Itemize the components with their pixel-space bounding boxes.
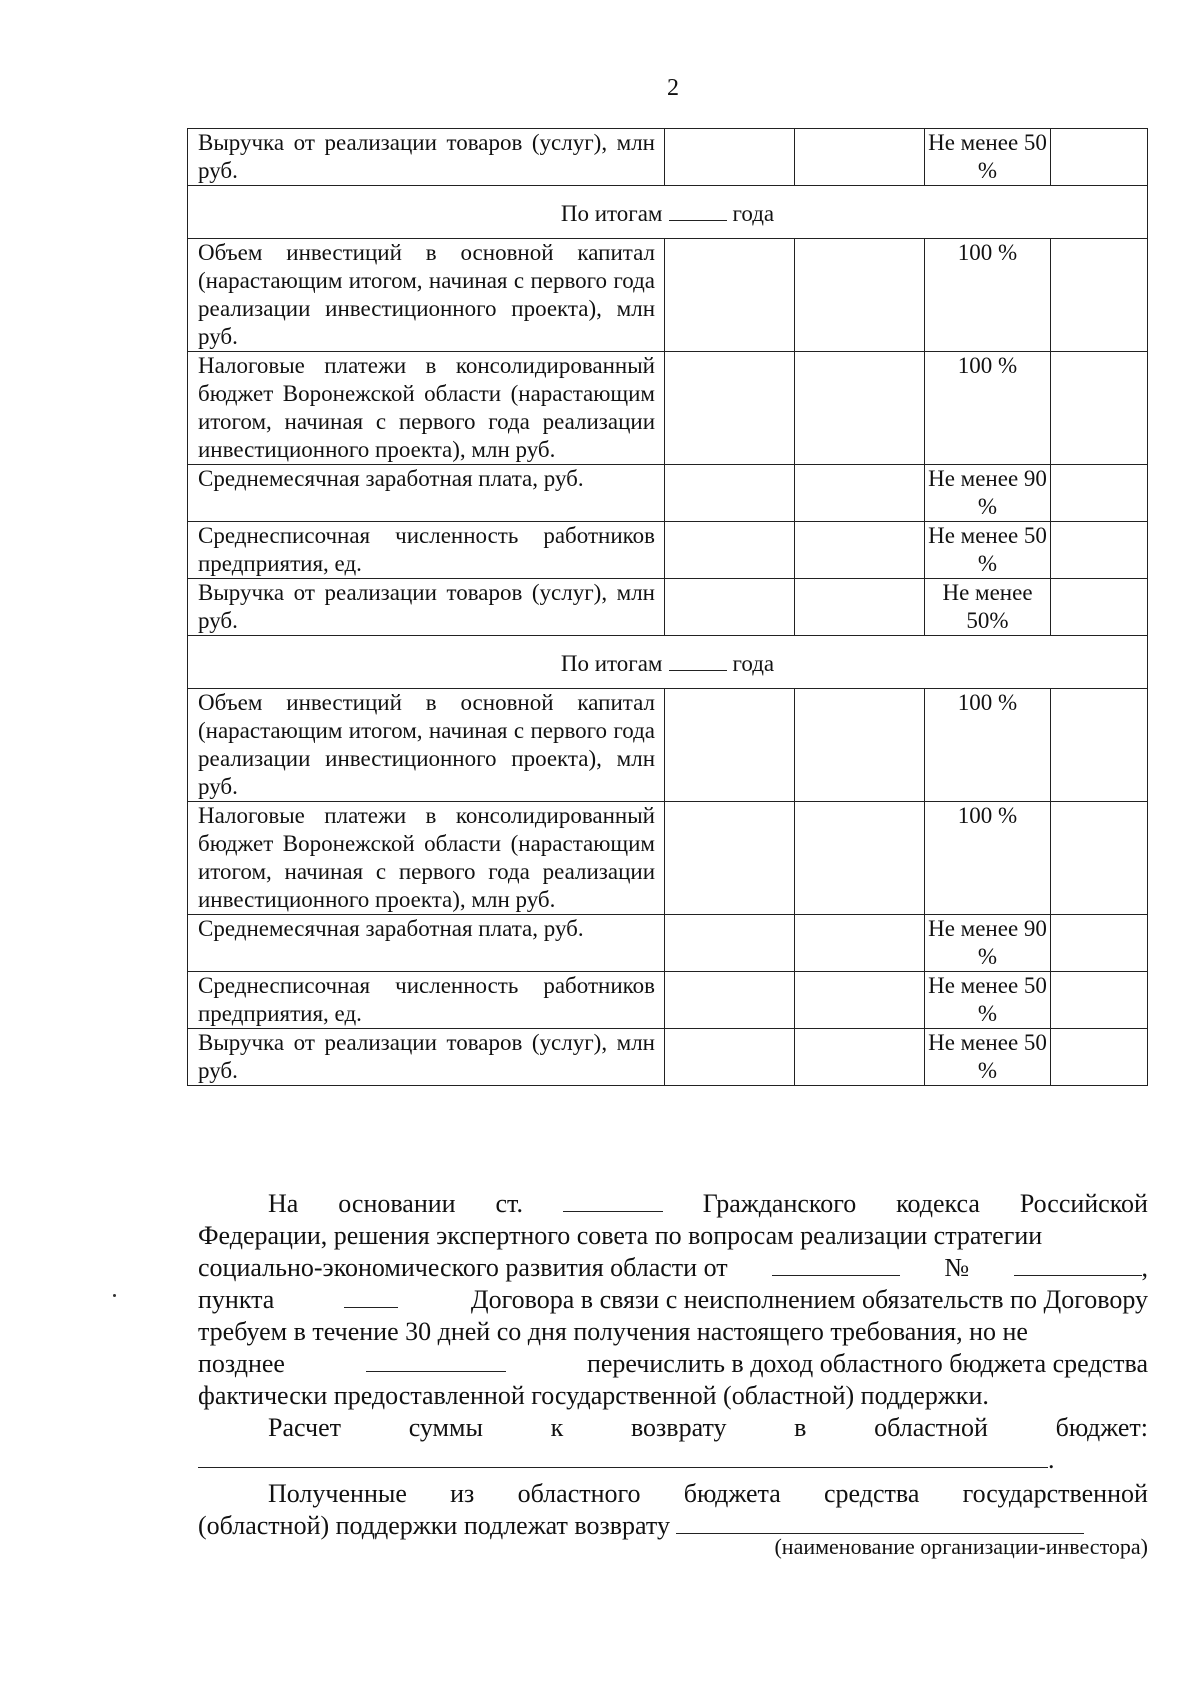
empty-value-cell — [665, 465, 795, 522]
indicator-name-cell: Среднесписочная численность работников предприятия, ед. — [188, 522, 665, 579]
word: областного — [517, 1479, 641, 1508]
threshold-cell: Не менее 50 % — [925, 972, 1051, 1029]
indicator-name-cell: Объем инвестиций в основной капитал (нарастающим итогом, начиная с первого года реализации инвестиционного проекта), млн руб. — [188, 689, 665, 802]
indicator-name-cell: Среднемесячная заработная плата, руб. — [188, 915, 665, 972]
paragraph-line — [198, 1348, 1148, 1380]
paragraph-line — [198, 1444, 1148, 1476]
indicator-row — [188, 129, 1148, 186]
word: из — [450, 1479, 475, 1508]
page-number: 2 — [667, 75, 679, 101]
indicator-name-cell: Среднесписочная численность работников предприятия, ед. — [188, 972, 665, 1029]
word: пункта — [198, 1285, 275, 1314]
indicator-name-cell: Выручка от реализации товаров (услуг), млн руб. — [188, 129, 665, 186]
period-suffix: года — [732, 651, 775, 676]
word: Гражданского — [702, 1189, 857, 1218]
threshold-cell: 100 % — [925, 689, 1051, 802]
paragraph-line — [198, 1220, 1148, 1252]
threshold-cell: 100 % — [925, 352, 1051, 465]
year-blank — [669, 650, 727, 671]
indicator-row — [188, 1029, 1148, 1086]
paragraph-line — [198, 1380, 1148, 1412]
period-header-cell — [188, 186, 1148, 239]
refund-obligation-paragraph — [198, 1478, 1148, 1542]
line-text: (областной) поддержки подлежат возврату — [198, 1511, 670, 1540]
empty-value-cell — [1051, 522, 1148, 579]
indicator-name-cell: Объем инвестиций в основной капитал (нарастающим итогом, начиная с первого года реализации инвестиционного проекта), млн руб. — [188, 239, 665, 352]
investor-name-caption: (наименование организации-инвестора) — [774, 1534, 1148, 1559]
word: к — [550, 1413, 564, 1442]
empty-value-cell — [795, 352, 925, 465]
period-header-row — [188, 636, 1148, 689]
deadline-date-blank — [366, 1351, 506, 1372]
legal-basis-paragraph — [198, 1188, 1148, 1412]
indicator-row — [188, 689, 1148, 802]
indicator-name-cell: Налоговые платежи в консолидированный бюджет Воронежской области (нарастающим итогом, начиная с первого года реализации инвестиционного проекта), млн руб. — [188, 352, 665, 465]
empty-value-cell — [665, 972, 795, 1029]
empty-value-cell — [795, 579, 925, 636]
empty-value-cell — [1051, 972, 1148, 1029]
period-header-row — [188, 186, 1148, 239]
indicator-name-cell: Среднемесячная заработная плата, руб. — [188, 465, 665, 522]
period-header-cell — [188, 636, 1148, 689]
period-suffix: года — [732, 201, 775, 226]
threshold-cell: Не менее 90 % — [925, 465, 1051, 522]
empty-value-cell — [795, 129, 925, 186]
paragraph-line — [198, 1412, 1148, 1444]
paragraph-line — [198, 1252, 1148, 1284]
empty-value-cell — [795, 689, 925, 802]
word: позднее — [198, 1349, 285, 1378]
threshold-cell: Не менее 50 % — [925, 1029, 1051, 1086]
word: средства — [824, 1479, 920, 1508]
empty-value-cell — [795, 522, 925, 579]
word: основании — [338, 1189, 456, 1218]
decision-number-blank — [1014, 1255, 1142, 1276]
article-number-blank — [563, 1191, 663, 1212]
line-text: социально-экономического развития области от — [198, 1253, 728, 1282]
threshold-cell: 100 % — [925, 802, 1051, 915]
indicator-row — [188, 239, 1148, 352]
indicator-row — [188, 352, 1148, 465]
comma: , — [1141, 1253, 1148, 1282]
empty-value-cell — [795, 802, 925, 915]
word: Расчет — [268, 1413, 341, 1442]
line-text: требуем в течение 30 дней со дня получения настоящего требования, но не — [198, 1317, 1028, 1346]
threshold-cell: 100 % — [925, 239, 1051, 352]
empty-value-cell — [795, 1029, 925, 1086]
indicator-name-cell: Выручка от реализации товаров (услуг), млн руб. — [188, 1029, 665, 1086]
paragraph-line — [198, 1284, 1148, 1316]
year-blank — [669, 200, 727, 221]
empty-value-cell — [665, 239, 795, 352]
indicator-name-cell: Налоговые платежи в консолидированный бюджет Воронежской области (нарастающим итогом, начиная с первого года реализации инвестиционного проекта), млн руб. — [188, 802, 665, 915]
threshold-cell: Не менее 50 % — [925, 522, 1051, 579]
empty-value-cell — [665, 689, 795, 802]
empty-value-cell — [795, 915, 925, 972]
empty-value-cell — [1051, 239, 1148, 352]
period-label: По итогам — [560, 201, 663, 226]
word: Российской — [1019, 1189, 1148, 1218]
scan-mark — [113, 1294, 116, 1297]
line-text: Федерации, решения экспертного совета по вопросам реализации стратегии — [198, 1221, 1043, 1250]
word: государственной — [962, 1479, 1148, 1508]
empty-value-cell — [1051, 689, 1148, 802]
decision-date-blank — [772, 1255, 900, 1276]
clause-number-blank — [344, 1287, 398, 1308]
empty-value-cell — [665, 802, 795, 915]
empty-value-cell — [1051, 915, 1148, 972]
word: бюджета — [683, 1479, 781, 1508]
threshold-cell: Не менее 50% — [925, 579, 1051, 636]
paragraph-line — [198, 1478, 1148, 1510]
line-text: Договора в связи с неисполнением обязательств по Договору — [470, 1285, 1148, 1314]
empty-value-cell — [665, 129, 795, 186]
word: областной — [874, 1413, 988, 1442]
word: На — [268, 1189, 299, 1218]
empty-value-cell — [795, 239, 925, 352]
word: Полученные — [268, 1479, 407, 1508]
empty-value-cell — [1051, 1029, 1148, 1086]
paragraph-line — [198, 1188, 1148, 1220]
empty-value-cell — [665, 352, 795, 465]
indicator-row — [188, 579, 1148, 636]
empty-value-cell — [665, 915, 795, 972]
indicator-row — [188, 465, 1148, 522]
paragraph-line — [198, 1316, 1148, 1348]
threshold-cell: Не менее 90 % — [925, 915, 1051, 972]
indicators-table — [187, 128, 1148, 1086]
indicator-row — [188, 802, 1148, 915]
word: ст. — [495, 1189, 523, 1218]
word: возврату — [630, 1413, 727, 1442]
empty-value-cell — [665, 522, 795, 579]
empty-value-cell — [795, 972, 925, 1029]
empty-value-cell — [795, 465, 925, 522]
word: бюджет: — [1055, 1413, 1148, 1442]
line-text: перечислить в доход областного бюджета средства — [586, 1349, 1148, 1378]
word: кодекса — [896, 1189, 980, 1218]
empty-value-cell — [1051, 352, 1148, 465]
number-sign: № — [944, 1253, 970, 1282]
indicator-name-cell: Выручка от реализации товаров (услуг), млн руб. — [188, 579, 665, 636]
word: суммы — [408, 1413, 483, 1442]
empty-value-cell — [1051, 129, 1148, 186]
indicator-row — [188, 972, 1148, 1029]
period: . — [1048, 1445, 1055, 1474]
empty-value-cell — [665, 1029, 795, 1086]
empty-value-cell — [1051, 802, 1148, 915]
empty-value-cell — [665, 579, 795, 636]
threshold-cell: Не менее 50 % — [925, 129, 1051, 186]
indicator-row — [188, 522, 1148, 579]
investor-name-blank — [676, 1513, 1084, 1534]
empty-value-cell — [1051, 465, 1148, 522]
empty-value-cell — [1051, 579, 1148, 636]
refund-calculation-paragraph — [198, 1412, 1148, 1476]
period-label: По итогам — [560, 651, 663, 676]
line-text: фактически предоставленной государственной (областной) поддержки. — [198, 1381, 989, 1410]
word: в — [794, 1413, 807, 1442]
calculation-blank — [198, 1447, 1048, 1468]
indicator-row — [188, 915, 1148, 972]
